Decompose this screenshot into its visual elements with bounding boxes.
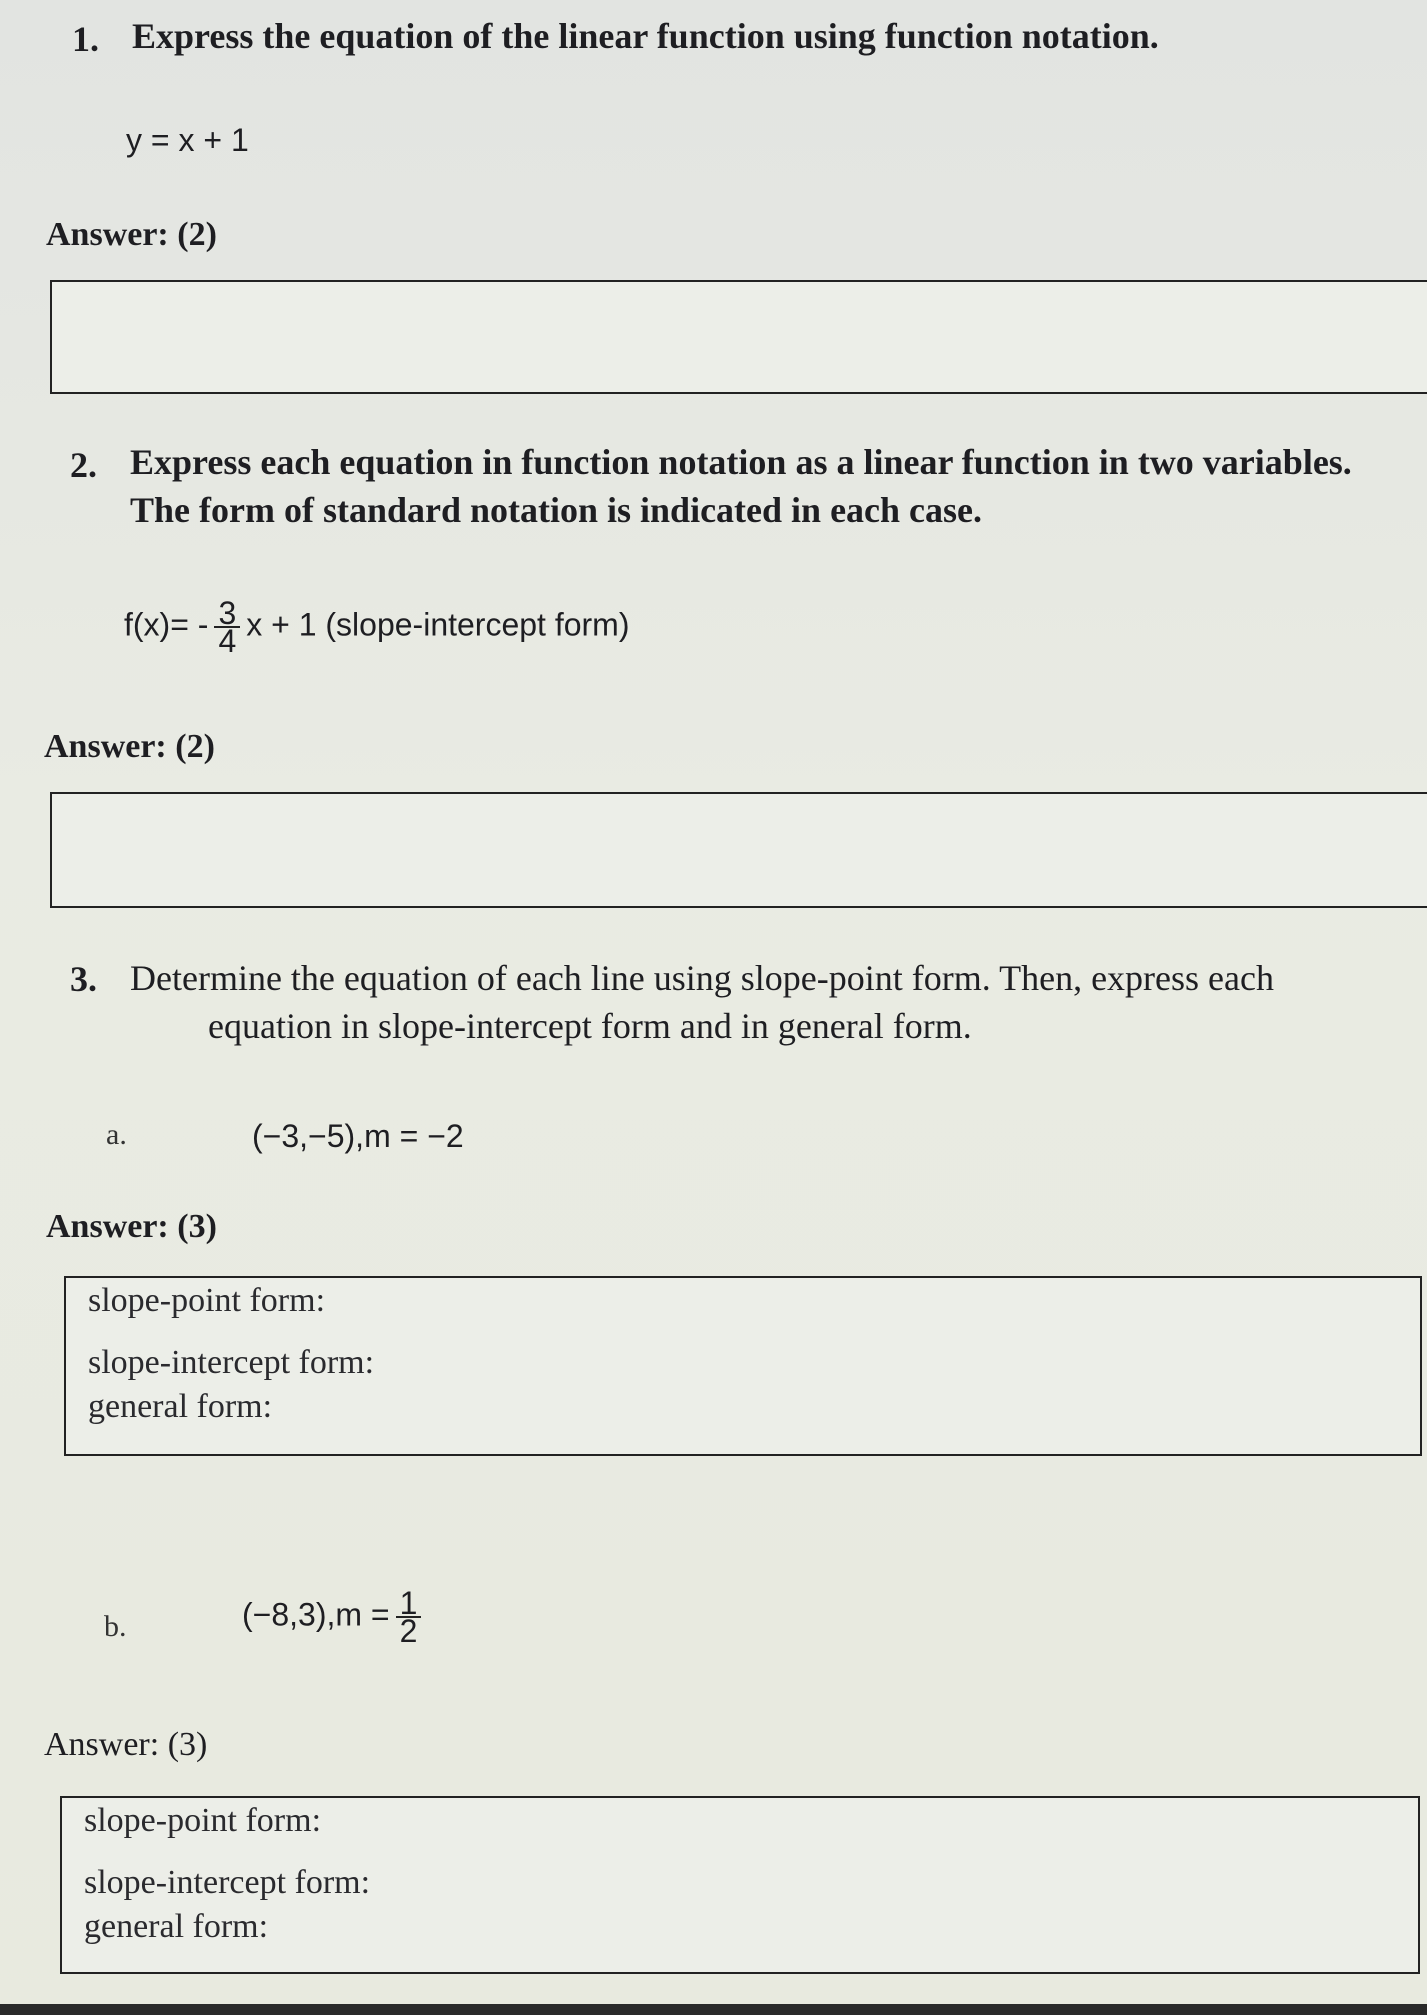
q2-number: 2. (70, 445, 97, 485)
q2-equation (124, 595, 630, 659)
q1-equation: y = x + 1 (126, 122, 249, 158)
q2-eq-prefix: f(x)= - (124, 606, 209, 643)
q1-number: 1. (72, 19, 99, 59)
q3b-label: b. (104, 1610, 127, 1643)
q3-text-line2: equation in slope-intercept form and in general form. (208, 1006, 972, 1046)
q1-answer-label: Answer: (2) (46, 216, 217, 253)
q2-text-line2: The form of standard notation is indicated in each case. (130, 490, 983, 530)
q3b-slope-point-label: slope-point form: (84, 1802, 322, 1839)
q3b-equation (242, 1585, 427, 1649)
q2-answer-label: Answer: (2) (44, 728, 215, 765)
q3a-general-label: general form: (88, 1388, 273, 1425)
q2-text-line1: Express each equation in function notation as a linear function in two variables. (130, 442, 1352, 482)
q3a-label: a. (106, 1118, 127, 1151)
q2-answer-box[interactable] (50, 792, 1427, 908)
q3b-answer-box[interactable] (60, 1796, 1420, 1974)
bottom-edge (0, 2004, 1427, 2015)
q3b-slope-intercept-label: slope-intercept form: (84, 1864, 371, 1901)
q2-eq-suffix: x + 1 (slope-intercept form) (246, 606, 630, 643)
q2-frac-numerator: 3 (214, 600, 240, 628)
q2-frac-denominator: 4 (218, 623, 237, 659)
q3b-eq-prefix: (−8,3),m = (242, 1596, 390, 1633)
q3a-answer-box[interactable] (64, 1276, 1422, 1456)
q3b-frac-numerator: 1 (396, 1590, 422, 1618)
q3b-answer-label: Answer: (3) (44, 1726, 208, 1763)
q2-fraction (214, 595, 240, 659)
q3a-answer-label: Answer: (3) (46, 1208, 217, 1245)
q3a-slope-intercept-label: slope-intercept form: (88, 1344, 375, 1381)
q3b-general-label: general form: (84, 1908, 269, 1945)
q3-text-line1: Determine the equation of each line using slope-point form. Then, express each (130, 958, 1274, 998)
q3a-slope-point-label: slope-point form: (88, 1282, 326, 1319)
q3a-equation: (−3,−5),m = −2 (252, 1118, 464, 1154)
q1-text: Express the equation of the linear function using function notation. (132, 16, 1159, 56)
q1-answer-box[interactable] (50, 280, 1427, 394)
q3-number: 3. (70, 959, 97, 999)
q3b-frac-denominator: 2 (399, 1613, 418, 1649)
q3b-fraction (396, 1585, 422, 1649)
